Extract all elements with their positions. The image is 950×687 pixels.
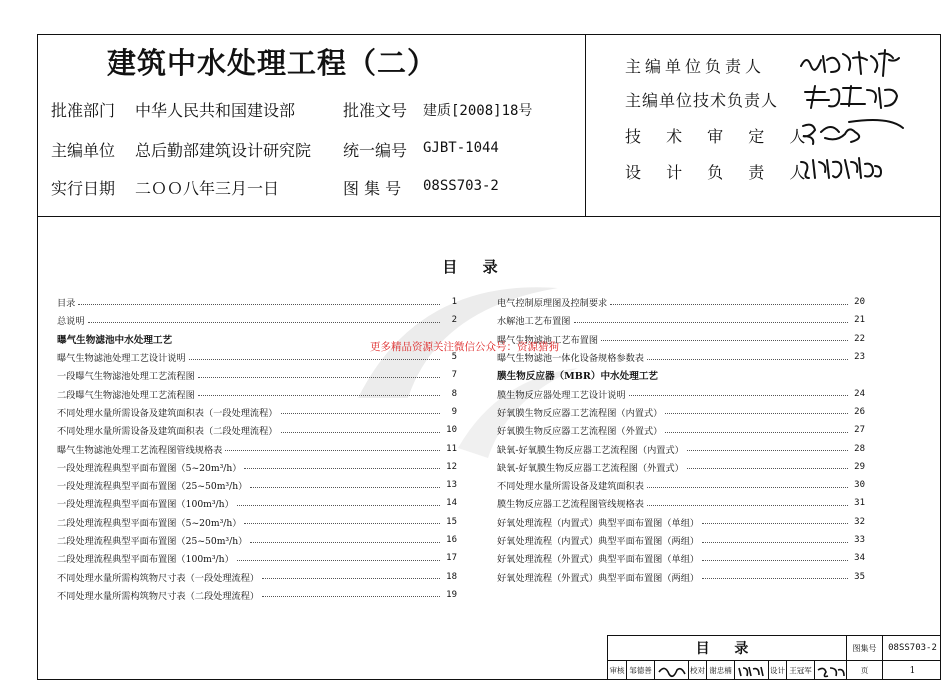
toc-item-page: 2 <box>451 315 457 326</box>
toc-leader <box>198 395 440 396</box>
toc-item[interactable] <box>497 494 865 512</box>
toc-item[interactable] <box>497 549 865 567</box>
meta-label: 批准文号 <box>343 101 408 120</box>
toc-item-title: 不同处理水量所需设备及建筑面积表（二段处理流程） <box>57 426 278 438</box>
toc-item-page: 1 <box>451 297 457 308</box>
toc-item[interactable] <box>497 311 865 329</box>
toc-item[interactable] <box>497 439 865 457</box>
reviewer-label: 审核 <box>609 666 625 675</box>
toc-item-title: 曝气生物滤池工艺布置图 <box>497 334 599 346</box>
toc-item-title: 曝气生物滤池处理工艺流程图管线规格表 <box>57 444 223 456</box>
toc-item-page: 19 <box>446 589 457 600</box>
toc-item-title: 一段处理流程典型平面布置图（25~50m³/h） <box>57 481 248 493</box>
toc-section-heading: 膜生物反应器（MBR）中水处理工艺 <box>497 371 659 383</box>
resp-label: 主编单位负责人 <box>625 57 766 76</box>
toc-item[interactable] <box>57 586 457 604</box>
meta-label: 主编单位 <box>51 141 116 160</box>
atlas-number: 08SS703-2 <box>882 636 942 660</box>
title-block-row-top <box>607 635 941 660</box>
toc-leader <box>647 505 848 506</box>
toc-item-page: 15 <box>446 516 457 527</box>
toc-item-title: 二段处理流程典型平面布置图（5~20m³/h） <box>57 517 242 529</box>
toc-item-page: 27 <box>854 425 865 436</box>
toc-leader <box>262 578 440 579</box>
toc-leader <box>647 359 848 360</box>
toc-leader <box>244 523 440 524</box>
toc-item-page: 5 <box>451 352 457 363</box>
toc-item-page: 10 <box>446 425 457 436</box>
designer-name: 王冠军 <box>786 661 814 680</box>
toc-item-page: 34 <box>854 553 865 564</box>
toc-item[interactable] <box>497 513 865 531</box>
reviewer-name: 邹德善 <box>626 661 654 680</box>
page-number: 1 <box>882 661 942 680</box>
toc-item-page: 16 <box>446 535 457 545</box>
toc-leader <box>702 542 848 543</box>
atlas-number-label: 图集号 <box>846 636 882 660</box>
checker-label: 校对 <box>688 661 706 680</box>
toc-item[interactable] <box>497 476 865 494</box>
toc-item-page: 18 <box>446 571 457 582</box>
toc-item-title: 好氧膜生物反应器工艺流程图（内置式） <box>497 407 663 419</box>
toc-item-title: 不同处理水量所需设备及建筑面积表（一段处理流程） <box>57 407 278 419</box>
watermark-text: 更多精品资源关注微信公众号：资源猎狗 <box>370 341 559 353</box>
toc-item[interactable] <box>57 293 457 311</box>
signature-image <box>797 48 907 78</box>
toc-leader <box>237 505 440 506</box>
toc-leader <box>225 450 440 451</box>
toc-item-page: 21 <box>854 315 865 326</box>
title-block-row-bottom <box>607 660 941 680</box>
toc-item-page: 29 <box>854 461 865 472</box>
designer-signature <box>814 661 846 680</box>
toc-item-page: 8 <box>451 388 457 399</box>
toc-item[interactable] <box>57 439 457 457</box>
toc-item-page: 22 <box>854 333 865 344</box>
toc-item-page: 9 <box>451 406 457 417</box>
meta-value: 二ＯＯ八年三月一日 <box>135 179 280 198</box>
toc-item-page: 20 <box>854 297 865 308</box>
toc-leader <box>629 395 848 396</box>
resp-row-tech-chief <box>625 88 950 116</box>
toc-leader <box>262 596 440 597</box>
toc-item-title: 一段曝气生物滤池处理工艺流程图 <box>57 371 195 383</box>
meta-row-editor <box>51 138 571 166</box>
meta-value: 总后勤部建筑设计研究院 <box>135 141 312 160</box>
toc-leader <box>88 322 440 323</box>
toc-item[interactable] <box>57 384 457 402</box>
toc-title: 目 录 <box>442 258 508 276</box>
toc-leader <box>250 542 440 543</box>
checker-name: 谢忠楠 <box>706 661 734 680</box>
toc-item-page: 23 <box>854 352 865 363</box>
toc-leader <box>237 560 440 561</box>
toc-item-title: 水解池工艺布置图 <box>497 316 571 328</box>
signature-image <box>797 118 907 148</box>
toc-leader <box>198 377 440 378</box>
toc-leader <box>702 560 848 561</box>
toc-item-title: 电气控制原理图及控制要求 <box>497 298 608 310</box>
toc-item[interactable] <box>57 476 457 494</box>
toc-leader <box>647 487 848 488</box>
toc-item-title: 二段曝气生物滤池处理工艺流程图 <box>57 389 195 401</box>
checker-signature <box>734 661 768 680</box>
toc-item-page: 13 <box>446 480 457 491</box>
toc-item-page: 17 <box>446 553 457 564</box>
toc-item[interactable] <box>57 494 457 512</box>
toc-item-page: 14 <box>446 498 457 509</box>
toc-leader <box>702 523 848 524</box>
toc-leader <box>687 468 848 469</box>
toc-item[interactable] <box>57 366 457 384</box>
toc-leader <box>687 450 848 451</box>
toc-item[interactable] <box>57 458 457 476</box>
toc-item-title: 缺氧-好氧膜生物反应器工艺流程图（内置式） <box>497 444 684 456</box>
toc-item-title: 总说明 <box>57 316 85 328</box>
header-bottom-line <box>37 216 941 217</box>
meta-label: 图 集 号 <box>343 179 402 198</box>
toc-item-page: 24 <box>854 388 865 399</box>
toc-item-title: 好氧处理流程（外置式）典型平面布置图（单组） <box>497 554 700 566</box>
toc-item[interactable] <box>497 458 865 476</box>
reviewer-signature <box>654 661 688 680</box>
meta-value: 08SS703-2 <box>423 178 499 194</box>
meta-label: 统一编号 <box>343 141 408 160</box>
toc-item[interactable] <box>497 384 865 402</box>
toc-item-page: 32 <box>854 516 865 527</box>
toc-leader <box>702 578 848 579</box>
toc-leader <box>601 340 848 341</box>
signature-image <box>737 664 767 678</box>
meta-value: 中华人民共和国建设部 <box>135 101 296 120</box>
toc-item-title: 不同处理水量所需设备及建筑面积表 <box>497 481 644 493</box>
signature-image <box>657 664 687 678</box>
toc-item-title: 二段处理流程典型平面布置图（25~50m³/h） <box>57 536 248 547</box>
meta-row-date <box>51 176 571 204</box>
toc-item-title: 膜生物反应器工艺流程图管线规格表 <box>497 499 644 511</box>
toc-item[interactable] <box>57 311 457 329</box>
toc-item-page: 7 <box>451 370 457 381</box>
resp-row-tech-reviewer <box>625 124 950 152</box>
toc-leader <box>281 413 441 414</box>
toc-item-title: 好氧膜生物反应器工艺流程图（外置式） <box>497 426 663 438</box>
meta-value: GJBT-1044 <box>423 140 499 156</box>
toc-item-title: 曝气生物滤池一体化设备规格参数表 <box>497 353 644 365</box>
toc-leader <box>250 487 440 488</box>
toc-item-page: 12 <box>446 461 457 472</box>
toc-item-title: 目录 <box>57 298 76 310</box>
meta-label: 实行日期 <box>51 179 116 198</box>
toc-item[interactable] <box>497 403 865 421</box>
signature-image <box>816 664 846 678</box>
meta-label: 批准部门 <box>51 101 116 120</box>
toc-leader <box>665 413 848 414</box>
meta-value: 建质[2008]18号 <box>423 103 533 119</box>
toc-item[interactable] <box>497 421 865 439</box>
main-title: 建筑中水处理工程（二） <box>107 46 438 80</box>
toc-item-title: 好氧处理流程（外置式）典型平面布置图（两组） <box>497 572 700 584</box>
page-label: 页 <box>846 661 882 680</box>
toc-leader <box>189 359 440 360</box>
resp-label: 主编单位技术负责人 <box>625 91 779 110</box>
toc-leader <box>78 304 440 305</box>
toc-item[interactable] <box>57 567 457 585</box>
toc-leader <box>665 432 848 433</box>
toc-item-page: 28 <box>854 443 865 454</box>
toc-item[interactable] <box>57 513 457 531</box>
toc-item[interactable] <box>497 531 865 549</box>
resp-row-chief-editor <box>625 54 950 82</box>
toc-item-title: 一段处理流程典型平面布置图（100m³/h） <box>57 499 234 511</box>
toc-column-right <box>497 293 865 586</box>
toc-leader <box>281 432 441 433</box>
toc-section-heading: 曝气生物滤池中水处理工艺 <box>57 334 173 346</box>
toc-item[interactable] <box>57 403 457 421</box>
toc-item-title: 曝气生物滤池处理工艺设计说明 <box>57 353 186 365</box>
drawing-name: 目 录 <box>695 641 759 657</box>
toc-item-title: 不同处理水量所需构筑物尺寸表（一段处理流程） <box>57 572 260 584</box>
title-block <box>607 635 941 680</box>
header-block <box>37 34 941 216</box>
toc-item-page: 35 <box>854 571 865 582</box>
toc-item-page: 26 <box>854 406 865 417</box>
header-divider <box>585 34 586 216</box>
meta-row-approval <box>51 98 571 126</box>
toc-item-page: 11 <box>446 443 457 454</box>
resp-row-design-chief <box>625 160 950 188</box>
toc-item-title: 好氧处理流程（内置式）典型平面布置图（单组） <box>497 517 700 529</box>
toc-item-title: 不同处理水量所需构筑物尺寸表（二段处理流程） <box>57 590 260 602</box>
toc-item[interactable] <box>57 531 457 549</box>
toc-item-page: 31 <box>854 498 865 509</box>
toc-item[interactable] <box>57 549 457 567</box>
toc-item-page: 30 <box>854 480 865 491</box>
toc-item[interactable] <box>497 567 865 585</box>
toc-item-title: 缺氧-好氧膜生物反应器工艺流程图（外置式） <box>497 462 684 474</box>
toc-item-title: 好氧处理流程（内置式）典型平面布置图（两组） <box>497 536 700 547</box>
signature-image <box>801 82 911 112</box>
toc-item-title: 二段处理流程典型平面布置图（100m³/h） <box>57 554 234 566</box>
toc-item-title: 膜生物反应器处理工艺设计说明 <box>497 389 626 401</box>
toc-item[interactable] <box>57 421 457 439</box>
toc-item[interactable] <box>497 293 865 311</box>
resp-label: 技 术 审 定 人 <box>625 127 816 146</box>
signature-image <box>797 154 907 184</box>
designer-label: 设计 <box>768 661 786 680</box>
toc-leader <box>574 322 849 323</box>
toc-item-page: 33 <box>854 535 865 545</box>
resp-label: 设 计 负 责 人 <box>625 163 816 182</box>
toc-leader <box>610 304 848 305</box>
toc-item-title: 一段处理流程典型平面布置图（5~20m³/h） <box>57 462 242 474</box>
toc-leader <box>244 468 440 469</box>
